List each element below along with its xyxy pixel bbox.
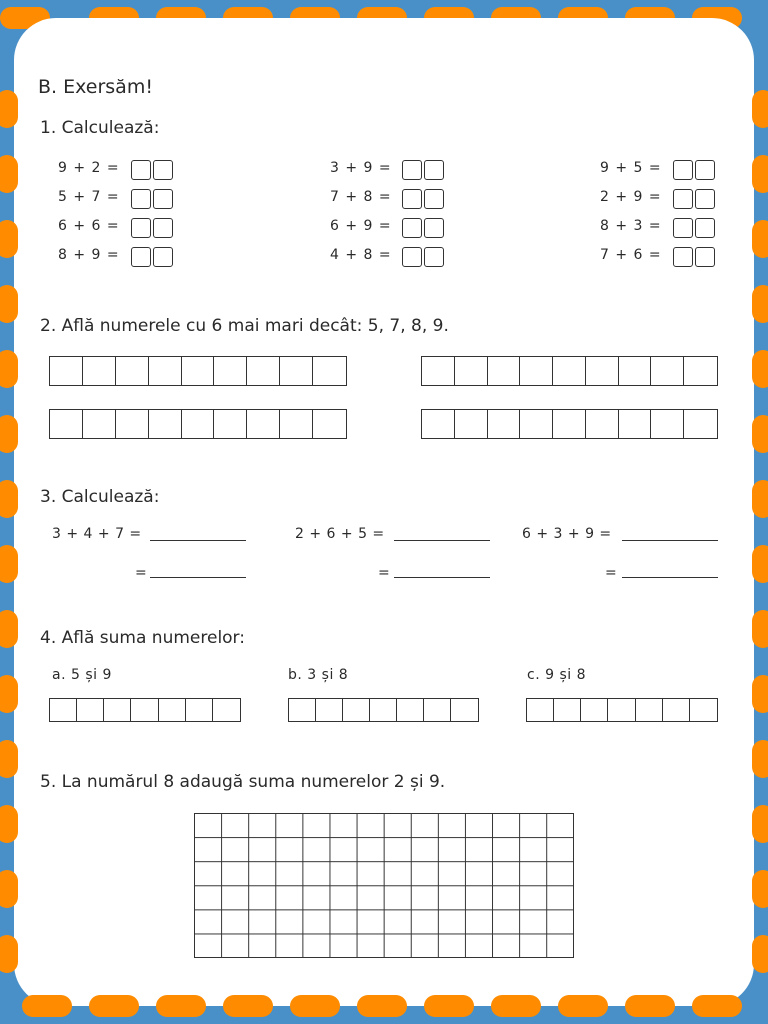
answer-boxes[interactable]	[131, 160, 175, 180]
answer-boxes[interactable]	[673, 189, 717, 209]
answer-line[interactable]	[622, 577, 718, 578]
ex1-expr: 4 + 8 =	[330, 247, 392, 263]
ex1-expr: 9 + 2 =	[58, 160, 120, 176]
ex1-expr: 8 + 3 =	[600, 218, 662, 234]
answer-boxes[interactable]	[673, 247, 717, 267]
answer-line[interactable]	[394, 577, 490, 578]
ex1-expr: 7 + 6 =	[600, 247, 662, 263]
ex1-expr: 5 + 7 =	[58, 189, 120, 205]
ex1-expr: 2 + 9 =	[600, 189, 662, 205]
ex3-eq: =	[135, 565, 148, 581]
ex1-expr: 8 + 9 =	[58, 247, 120, 263]
ex2-title: 2. Află numerele cu 6 mai mari decât: 5, 7, 8, 9.	[40, 316, 449, 336]
ex3-eq: =	[378, 565, 391, 581]
answer-cells[interactable]	[49, 356, 347, 386]
answer-boxes[interactable]	[402, 160, 446, 180]
ex1-expr: 6 + 9 =	[330, 218, 392, 234]
answer-cells[interactable]	[421, 356, 718, 386]
ex1-expr: 3 + 9 =	[330, 160, 392, 176]
ex4-item: c. 9 și 8	[527, 667, 586, 683]
ex4-item: b. 3 și 8	[288, 667, 349, 683]
ex3-eq: =	[605, 565, 618, 581]
answer-line[interactable]	[150, 577, 246, 578]
ex3-expr: 3 + 4 + 7 =	[52, 526, 142, 542]
border-bottom-dashes	[0, 995, 768, 1017]
ex1-expr: 6 + 6 =	[58, 218, 120, 234]
answer-boxes[interactable]	[402, 189, 446, 209]
ex3-title: 3. Calculează:	[40, 487, 160, 507]
answer-cells[interactable]	[526, 698, 718, 722]
answer-boxes[interactable]	[131, 218, 175, 238]
ex1-title: 1. Calculează:	[40, 118, 160, 138]
answer-line[interactable]	[622, 540, 718, 541]
ex3-expr: 6 + 3 + 9 =	[522, 526, 612, 542]
ex5-title: 5. La numărul 8 adaugă suma numerelor 2 și 9.	[40, 772, 446, 792]
answer-boxes[interactable]	[673, 218, 717, 238]
ex4-title: 4. Află suma numerelor:	[40, 628, 245, 648]
answer-boxes[interactable]	[673, 160, 717, 180]
answer-cells[interactable]	[421, 409, 718, 439]
border-left-dashes	[0, 0, 18, 1024]
ex3-expr: 2 + 6 + 5 =	[295, 526, 385, 542]
answer-boxes[interactable]	[402, 247, 446, 267]
answer-line[interactable]	[394, 540, 490, 541]
ex1-expr: 7 + 8 =	[330, 189, 392, 205]
answer-boxes[interactable]	[131, 247, 175, 267]
answer-cells[interactable]	[288, 698, 479, 722]
answer-line[interactable]	[150, 540, 246, 541]
border-right-dashes	[752, 0, 768, 1024]
ex4-item: a. 5 și 9	[52, 667, 112, 683]
answer-boxes[interactable]	[131, 189, 175, 209]
answer-cells[interactable]	[49, 698, 241, 722]
answer-cells[interactable]	[49, 409, 347, 439]
ex1-expr: 9 + 5 =	[600, 160, 662, 176]
answer-grid[interactable]	[194, 813, 574, 958]
answer-boxes[interactable]	[402, 218, 446, 238]
page-heading: B. Exersăm!	[38, 76, 153, 98]
